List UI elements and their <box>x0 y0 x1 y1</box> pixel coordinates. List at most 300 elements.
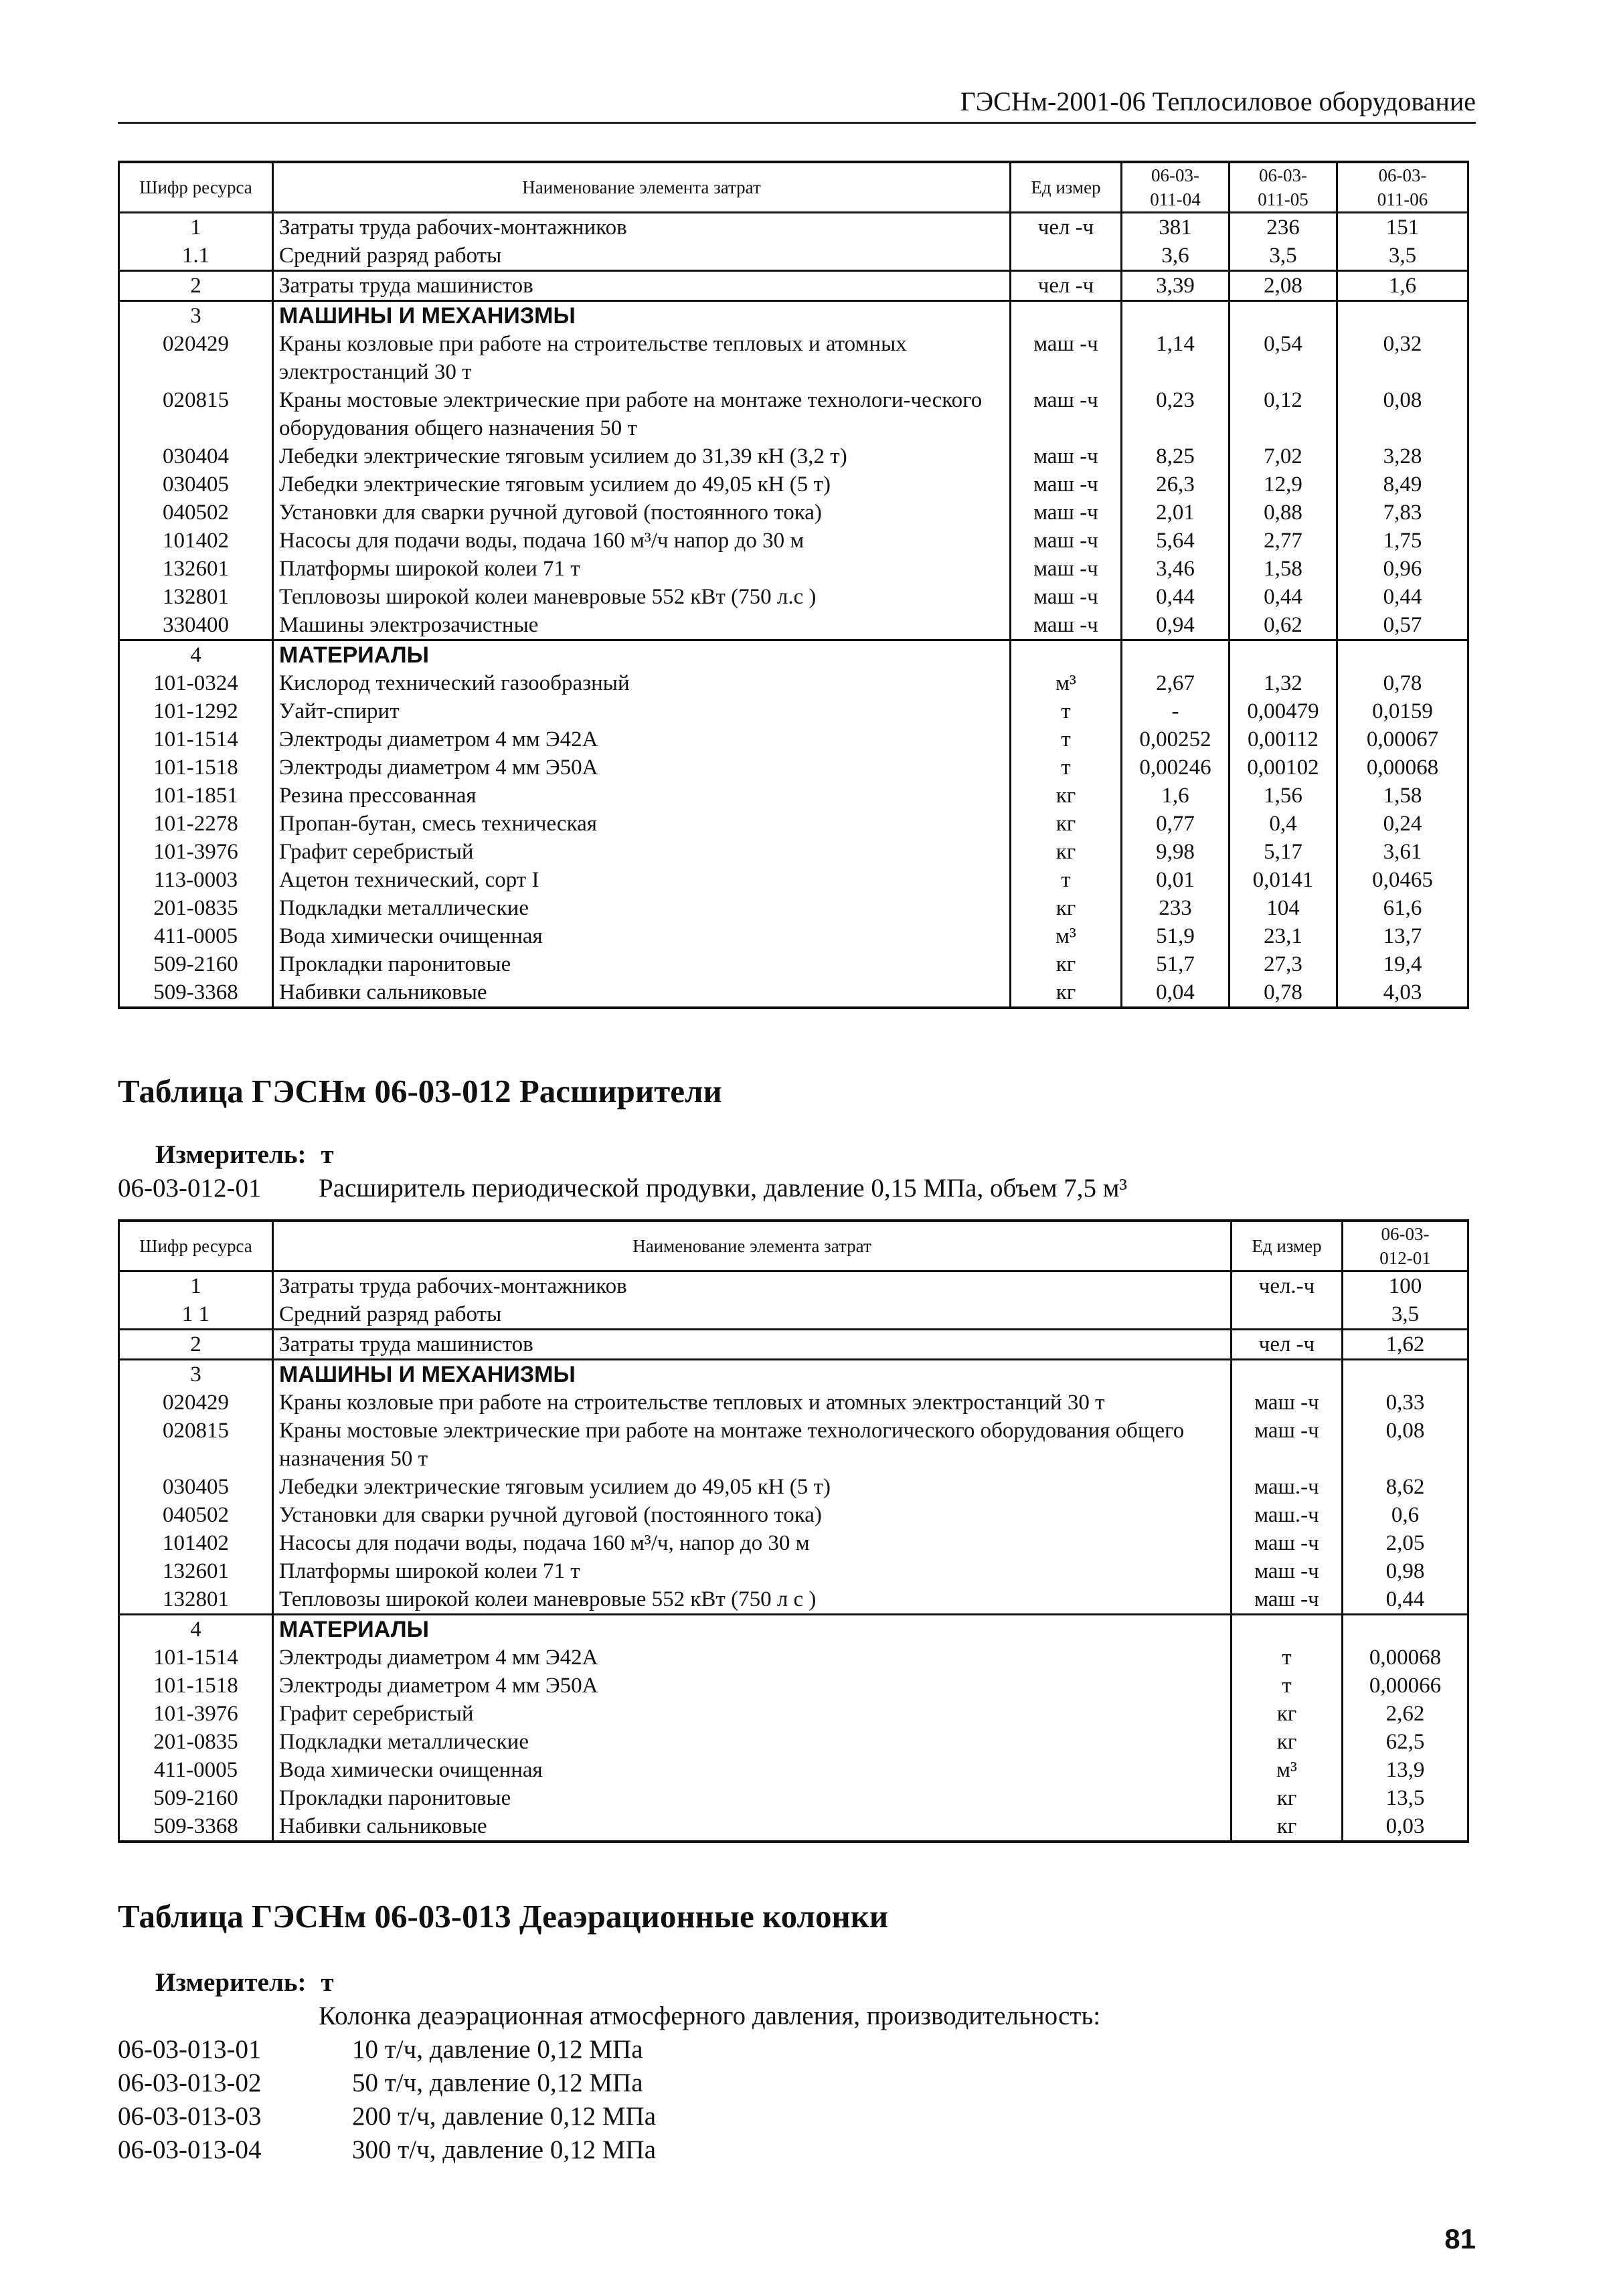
resource-code-cell: 509-3368 <box>119 978 273 1008</box>
item-code: 06-03-013-01 <box>118 2035 262 2064</box>
unit-cell <box>1011 242 1122 271</box>
value-cell: 19,4 <box>1337 950 1468 978</box>
resource-name-cell: Краны мостовые электрические при работе на монтаже технологического оборудования общего назначения 50 т <box>273 1417 1232 1473</box>
resource-name-cell: МАТЕРИАЛЫ <box>273 640 1011 670</box>
resource-name-cell: Краны козловые при работе на строительстве тепловых и атомных электростанций 30 т <box>273 330 1011 386</box>
value-cell: 0,94 <box>1122 611 1230 640</box>
table-row <box>119 499 1468 527</box>
resource-code-cell: 132801 <box>119 583 273 611</box>
value-cell: 236 <box>1230 213 1337 242</box>
table-row <box>119 1557 1468 1585</box>
resource-code-cell: 113-0003 <box>119 866 273 894</box>
value-cell: 3,5 <box>1343 1300 1468 1330</box>
resource-code-cell: 132601 <box>119 555 273 583</box>
table-row <box>119 1812 1468 1842</box>
table-row <box>119 669 1468 697</box>
unit-cell: т <box>1011 725 1122 754</box>
resource-name-cell: Набивки сальниковые <box>273 978 1011 1008</box>
unit-cell: маш.-ч <box>1232 1473 1343 1501</box>
value-cell <box>1337 640 1468 670</box>
value-cell <box>1337 301 1468 331</box>
table-row <box>119 640 1468 670</box>
resource-name-cell: Затраты труда рабочих-монтажников <box>273 1271 1232 1301</box>
value-cell: 0,0159 <box>1337 697 1468 725</box>
item-code: 06-03-013-04 <box>118 2135 262 2164</box>
value-cell: 0,44 <box>1343 1585 1468 1615</box>
table-row <box>119 555 1468 583</box>
resource-name-cell: Средний разряд работы <box>273 1300 1232 1330</box>
resource-code-cell: 030405 <box>119 470 273 499</box>
resource-code-cell: 101-3976 <box>119 1700 273 1728</box>
resource-name-cell: Ацетон технический, сорт I <box>273 866 1011 894</box>
value-cell: 0,00252 <box>1122 725 1230 754</box>
resource-code-cell: 201-0835 <box>119 894 273 922</box>
resource-name-cell: Электроды диаметром 4 мм Э42А <box>273 1644 1232 1672</box>
value-cell: 0,44 <box>1122 583 1230 611</box>
resource-name-cell: Тепловозы широкой колеи маневровые 552 кВт (750 л.с ) <box>273 583 1011 611</box>
resource-code-cell: 1 <box>119 213 273 242</box>
table-row <box>119 1784 1468 1812</box>
table-row <box>119 583 1468 611</box>
header-rule <box>118 122 1476 124</box>
value-cell: 3,6 <box>1122 242 1230 271</box>
table-row <box>119 1271 1468 1301</box>
unit-cell <box>1011 640 1122 670</box>
column-header: 06-03- 011-04 <box>1122 162 1230 213</box>
resource-name-cell: Графит серебристый <box>273 838 1011 866</box>
value-cell: 12,9 <box>1230 470 1337 499</box>
unit-cell: маш -ч <box>1232 1557 1343 1585</box>
value-cell: 1,56 <box>1230 782 1337 810</box>
unit-cell: маш -ч <box>1011 611 1122 640</box>
unit-cell: маш -ч <box>1232 1389 1343 1417</box>
value-cell <box>1343 1360 1468 1389</box>
table-row <box>119 894 1468 922</box>
resource-name-cell: Насосы для подачи воды, подача 160 м³/ч, напор до 30 м <box>273 1529 1232 1557</box>
resource-code-cell: 1 <box>119 1271 273 1301</box>
resource-name-cell: Подкладки металлические <box>273 894 1011 922</box>
resource-name-cell: Электроды диаметром 4 мм Э50А <box>273 1672 1232 1700</box>
value-cell: 8,25 <box>1122 442 1230 470</box>
unit-cell: т <box>1011 866 1122 894</box>
table-row <box>119 442 1468 470</box>
page-number: 81 <box>1444 2223 1476 2255</box>
value-cell: 0,57 <box>1337 611 1468 640</box>
table-row <box>119 1700 1468 1728</box>
unit-cell: кг <box>1232 1700 1343 1728</box>
resource-code-cell: 030405 <box>119 1473 273 1501</box>
value-cell: 381 <box>1122 213 1230 242</box>
resource-code-cell: 020815 <box>119 386 273 442</box>
value-cell: 0,04 <box>1122 978 1230 1008</box>
meter-line-012 <box>155 1140 334 1170</box>
resource-code-cell: 2 <box>119 1330 273 1360</box>
item-text-012-01: Расширитель периодической продувки, давление 0,15 МПа, объем 7,5 м³ <box>319 1174 1128 1203</box>
value-cell: 9,98 <box>1122 838 1230 866</box>
value-cell: 23,1 <box>1230 922 1337 950</box>
unit-cell: маш.-ч <box>1232 1501 1343 1529</box>
resource-name-cell: Электроды диаметром 4 мм Э50А <box>273 754 1011 782</box>
value-cell: 1,58 <box>1230 555 1337 583</box>
resource-code-cell: 020429 <box>119 1389 273 1417</box>
value-cell: 0,44 <box>1337 583 1468 611</box>
resource-code-cell: 4 <box>119 640 273 670</box>
unit-cell: т <box>1011 697 1122 725</box>
resource-code-cell: 020429 <box>119 330 273 386</box>
resource-code-cell: 4 <box>119 1615 273 1644</box>
table-header-row <box>119 1221 1468 1271</box>
column-header: 06-03- 012-01 <box>1343 1221 1468 1271</box>
item-code-012-01: 06-03-012-01 <box>118 1174 262 1203</box>
table-row <box>119 922 1468 950</box>
table-row <box>119 697 1468 725</box>
resource-code-cell: 040502 <box>119 1501 273 1529</box>
unit-cell: кг <box>1232 1784 1343 1812</box>
value-cell: 61,6 <box>1337 894 1468 922</box>
table-row <box>119 725 1468 754</box>
resource-name-cell: Резина прессованная <box>273 782 1011 810</box>
value-cell: 1,6 <box>1337 271 1468 301</box>
table-row <box>119 1644 1468 1672</box>
resource-name-cell: Затраты труда машинистов <box>273 271 1011 301</box>
unit-cell: чел -ч <box>1011 213 1122 242</box>
resource-code-cell: 101-0324 <box>119 669 273 697</box>
value-cell: 2,05 <box>1343 1529 1468 1557</box>
resource-code-cell: 1 1 <box>119 1300 273 1330</box>
resource-name-cell: Средний разряд работы <box>273 242 1011 271</box>
unit-cell: маш -ч <box>1011 555 1122 583</box>
item-text: 200 т/ч, давление 0,12 МПа <box>352 2102 657 2131</box>
resource-code-cell: 3 <box>119 301 273 331</box>
value-cell: 0,00066 <box>1343 1672 1468 1700</box>
resource-name-cell: Насосы для подачи воды, подача 160 м³/ч напор до 30 м <box>273 527 1011 555</box>
value-cell: 1,58 <box>1337 782 1468 810</box>
table-row <box>119 1756 1468 1784</box>
value-cell: 0,78 <box>1230 978 1337 1008</box>
value-cell: 0,03 <box>1343 1812 1468 1842</box>
table-row <box>119 1389 1468 1417</box>
table-row <box>119 242 1468 271</box>
value-cell: 1,6 <box>1122 782 1230 810</box>
unit-cell: кг <box>1011 950 1122 978</box>
resource-name-cell: Набивки сальниковые <box>273 1812 1232 1842</box>
value-cell <box>1230 301 1337 331</box>
value-cell: - <box>1122 697 1230 725</box>
value-cell: 2,01 <box>1122 499 1230 527</box>
unit-cell: кг <box>1232 1812 1343 1842</box>
unit-cell: маш -ч <box>1232 1529 1343 1557</box>
value-cell: 3,5 <box>1230 242 1337 271</box>
value-cell: 13,7 <box>1337 922 1468 950</box>
unit-cell: маш -ч <box>1011 386 1122 442</box>
resource-name-cell: Установки для сварки ручной дуговой (постоянного тока) <box>273 499 1011 527</box>
value-cell: 151 <box>1337 213 1468 242</box>
value-cell: 0,00246 <box>1122 754 1230 782</box>
table-row <box>119 1501 1468 1529</box>
value-cell: 0,32 <box>1337 330 1468 386</box>
table-row <box>119 1615 1468 1644</box>
resource-name-cell: Прокладки паронитовые <box>273 950 1011 978</box>
item-text: 10 т/ч, давление 0,12 МПа <box>352 2035 643 2064</box>
value-cell: 62,5 <box>1343 1728 1468 1756</box>
table-row <box>119 1529 1468 1557</box>
resource-name-cell: Установки для сварки ручной дуговой (постоянного тока) <box>273 1501 1232 1529</box>
table-heading-013: Таблица ГЭСНм 06-03-013 Деаэрационные колонки <box>118 1898 889 1935</box>
unit-cell: кг <box>1011 810 1122 838</box>
resource-code-cell: 040502 <box>119 499 273 527</box>
table-row <box>119 301 1468 331</box>
table-row <box>119 330 1468 386</box>
resource-code-cell: 411-0005 <box>119 922 273 950</box>
unit-cell: чел -ч <box>1011 271 1122 301</box>
resource-code-cell: 030404 <box>119 442 273 470</box>
resource-name-cell: Пропан-бутан, смесь техническая <box>273 810 1011 838</box>
resource-name-cell: Электроды диаметром 4 мм Э42А <box>273 725 1011 754</box>
item-text: 300 т/ч, давление 0,12 МПа <box>352 2135 657 2164</box>
value-cell: 0,88 <box>1230 499 1337 527</box>
value-cell: 1,14 <box>1122 330 1230 386</box>
resource-code-cell: 020815 <box>119 1417 273 1473</box>
resource-code-cell: 509-2160 <box>119 950 273 978</box>
unit-cell: кг <box>1011 978 1122 1008</box>
resource-code-cell: 101402 <box>119 527 273 555</box>
value-cell: 2,67 <box>1122 669 1230 697</box>
table-row <box>119 611 1468 640</box>
resource-table-012 <box>118 1219 1469 1843</box>
column-header: Ед измер <box>1011 162 1122 213</box>
value-cell: 26,3 <box>1122 470 1230 499</box>
resource-name-cell: Краны козловые при работе на строительстве тепловых и атомных электростанций 30 т <box>273 1389 1232 1417</box>
resource-name-cell: Вода химически очищенная <box>273 1756 1232 1784</box>
value-cell: 7,83 <box>1337 499 1468 527</box>
table-row <box>119 1417 1468 1473</box>
value-cell: 100 <box>1343 1271 1468 1301</box>
table-row <box>119 754 1468 782</box>
value-cell: 0,12 <box>1230 386 1337 442</box>
table-row <box>119 1728 1468 1756</box>
resource-code-cell: 101402 <box>119 1529 273 1557</box>
resource-name-cell: Краны мостовые электрические при работе на монтаже технологи-ческого оборудования общего назначения 50 т <box>273 386 1011 442</box>
unit-cell: маш -ч <box>1232 1417 1343 1473</box>
value-cell: 2,08 <box>1230 271 1337 301</box>
resource-name-cell: Подкладки металлические <box>273 1728 1232 1756</box>
unit-cell <box>1232 1300 1343 1330</box>
running-header: ГЭСНм-2001-06 Теплосиловое оборудование <box>960 86 1476 116</box>
value-cell: 104 <box>1230 894 1337 922</box>
resource-code-cell: 132801 <box>119 1585 273 1615</box>
resource-name-cell: МАШИНЫ И МЕХАНИЗМЫ <box>273 1360 1232 1389</box>
resource-name-cell: Прокладки паронитовые <box>273 1784 1232 1812</box>
resource-code-cell: 101-1514 <box>119 725 273 754</box>
resource-name-cell: МАТЕРИАЛЫ <box>273 1615 1232 1644</box>
value-cell: 13,9 <box>1343 1756 1468 1784</box>
meter-label: Измеритель: <box>155 1140 307 1169</box>
resource-name-cell: Затраты труда машинистов <box>273 1330 1232 1360</box>
unit-cell: маш -ч <box>1011 442 1122 470</box>
value-cell: 3,39 <box>1122 271 1230 301</box>
table-row <box>119 213 1468 242</box>
resource-code-cell: 132601 <box>119 1557 273 1585</box>
value-cell: 0,77 <box>1122 810 1230 838</box>
value-cell: 0,62 <box>1230 611 1337 640</box>
value-cell: 1,75 <box>1337 527 1468 555</box>
resource-code-cell: 101-1518 <box>119 754 273 782</box>
resource-name-cell: Графит серебристый <box>273 1700 1232 1728</box>
resource-name-cell: Затраты труда рабочих-монтажников <box>273 213 1011 242</box>
unit-cell: т <box>1232 1644 1343 1672</box>
value-cell: 0,23 <box>1122 386 1230 442</box>
table-row <box>119 1672 1468 1700</box>
unit-cell <box>1232 1360 1343 1389</box>
value-cell <box>1122 640 1230 670</box>
table-row <box>119 470 1468 499</box>
unit-cell: кг <box>1232 1728 1343 1756</box>
value-cell: 4,03 <box>1337 978 1468 1008</box>
value-cell: 2,62 <box>1343 1700 1468 1728</box>
value-cell: 3,46 <box>1122 555 1230 583</box>
unit-cell: кг <box>1011 894 1122 922</box>
meter-line-013 <box>155 1967 334 1998</box>
unit-cell: маш -ч <box>1011 583 1122 611</box>
table-row <box>119 1473 1468 1501</box>
table-row <box>119 950 1468 978</box>
table-row <box>119 386 1468 442</box>
resource-name-cell: Лебедки электрические тяговым усилием до 49,05 кН (5 т) <box>273 1473 1232 1501</box>
table-heading-012: Таблица ГЭСНм 06-03-012 Расширители <box>118 1073 722 1110</box>
unit-cell <box>1011 301 1122 331</box>
value-cell: 51,9 <box>1122 922 1230 950</box>
resource-code-cell: 411-0005 <box>119 1756 273 1784</box>
column-header: Наименование элемента затрат <box>273 162 1011 213</box>
unit-cell: чел.-ч <box>1232 1271 1343 1301</box>
table-row <box>119 782 1468 810</box>
resource-code-cell: 101-1514 <box>119 1644 273 1672</box>
column-header: 06-03- 011-06 <box>1337 162 1468 213</box>
column-header: Шифр ресурса <box>119 1221 273 1271</box>
resource-name-cell: Платформы широкой колеи 71 т <box>273 1557 1232 1585</box>
value-cell: 7,02 <box>1230 442 1337 470</box>
resource-code-cell: 3 <box>119 1360 273 1389</box>
unit-cell <box>1232 1615 1343 1644</box>
unit-cell: маш -ч <box>1011 499 1122 527</box>
item-text: 50 т/ч, давление 0,12 МПа <box>352 2068 643 2097</box>
value-cell: 0,78 <box>1337 669 1468 697</box>
resource-code-cell: 101-3976 <box>119 838 273 866</box>
value-cell: 8,62 <box>1343 1473 1468 1501</box>
value-cell: 13,5 <box>1343 1784 1468 1812</box>
column-header: 06-03- 011-05 <box>1230 162 1337 213</box>
unit-cell: маш -ч <box>1011 527 1122 555</box>
table-row <box>119 810 1468 838</box>
value-cell: 1,32 <box>1230 669 1337 697</box>
resource-name-cell: Лебедки электрические тяговым усилием до 49,05 кН (5 т) <box>273 470 1011 499</box>
resource-code-cell: 330400 <box>119 611 273 640</box>
meter-unit: т <box>321 1140 334 1169</box>
unit-cell: кг <box>1011 838 1122 866</box>
resource-code-cell: 1.1 <box>119 242 273 271</box>
resource-name-cell: Уайт-спирит <box>273 697 1011 725</box>
value-cell: 0,33 <box>1343 1389 1468 1417</box>
resource-table-011 <box>118 161 1469 1009</box>
value-cell: 0,00112 <box>1230 725 1337 754</box>
value-cell: 0,08 <box>1337 386 1468 442</box>
value-cell: 0,08 <box>1343 1417 1468 1473</box>
table-row <box>119 838 1468 866</box>
resource-code-cell: 101-1292 <box>119 697 273 725</box>
value-cell: 3,5 <box>1337 242 1468 271</box>
table-header-row <box>119 162 1468 213</box>
value-cell: 5,17 <box>1230 838 1337 866</box>
value-cell: 0,00479 <box>1230 697 1337 725</box>
resource-name-cell: Кислород технический газообразный <box>273 669 1011 697</box>
value-cell: 0,96 <box>1337 555 1468 583</box>
table-row <box>119 1330 1468 1360</box>
table-row <box>119 527 1468 555</box>
value-cell: 0,0141 <box>1230 866 1337 894</box>
value-cell: 0,6 <box>1343 1501 1468 1529</box>
value-cell: 1,62 <box>1343 1330 1468 1360</box>
value-cell: 51,7 <box>1122 950 1230 978</box>
column-header: Ед измер <box>1232 1221 1343 1271</box>
value-cell: 3,28 <box>1337 442 1468 470</box>
unit-cell: м³ <box>1232 1756 1343 1784</box>
table-row <box>119 866 1468 894</box>
table-row <box>119 1585 1468 1615</box>
value-cell: 0,00102 <box>1230 754 1337 782</box>
resource-name-cell: Тепловозы широкой колеи маневровые 552 кВт (750 л с ) <box>273 1585 1232 1615</box>
resource-code-cell: 509-3368 <box>119 1812 273 1842</box>
value-cell: 2,77 <box>1230 527 1337 555</box>
resource-code-cell: 101-2278 <box>119 810 273 838</box>
resource-code-cell: 2 <box>119 271 273 301</box>
value-cell: 0,24 <box>1337 810 1468 838</box>
item-code: 06-03-013-02 <box>118 2068 262 2097</box>
value-cell: 0,4 <box>1230 810 1337 838</box>
value-cell: 233 <box>1122 894 1230 922</box>
resource-name-cell: МАШИНЫ И МЕХАНИЗМЫ <box>273 301 1011 331</box>
unit-cell: маш -ч <box>1011 330 1122 386</box>
value-cell: 0,00068 <box>1343 1644 1468 1672</box>
resource-code-cell: 101-1518 <box>119 1672 273 1700</box>
column-header: Наименование элемента затрат <box>273 1221 1232 1271</box>
meter-unit: т <box>321 1968 334 1997</box>
value-cell <box>1230 640 1337 670</box>
resource-code-cell: 101-1851 <box>119 782 273 810</box>
resource-code-cell: 201-0835 <box>119 1728 273 1756</box>
unit-cell: м³ <box>1011 922 1122 950</box>
resource-name-cell: Лебедки электрические тяговым усилием до 31,39 кН (3,2 т) <box>273 442 1011 470</box>
value-cell: 27,3 <box>1230 950 1337 978</box>
table-row <box>119 1300 1468 1330</box>
value-cell: 3,61 <box>1337 838 1468 866</box>
value-cell: 0,44 <box>1230 583 1337 611</box>
unit-cell: маш -ч <box>1232 1585 1343 1615</box>
value-cell: 0,01 <box>1122 866 1230 894</box>
value-cell: 5,64 <box>1122 527 1230 555</box>
unit-cell: чел -ч <box>1232 1330 1343 1360</box>
value-cell <box>1122 301 1230 331</box>
deaeration-intro: Колонка деаэрационная атмосферного давления, производительность: <box>319 2002 1101 2030</box>
meter-label: Измеритель: <box>155 1968 307 1997</box>
resource-name-cell: Машины электрозачистные <box>273 611 1011 640</box>
item-code: 06-03-013-03 <box>118 2102 262 2131</box>
value-cell: 8,49 <box>1337 470 1468 499</box>
unit-cell: кг <box>1011 782 1122 810</box>
table-row <box>119 1360 1468 1389</box>
resource-code-cell: 509-2160 <box>119 1784 273 1812</box>
value-cell: 0,54 <box>1230 330 1337 386</box>
unit-cell: т <box>1232 1672 1343 1700</box>
